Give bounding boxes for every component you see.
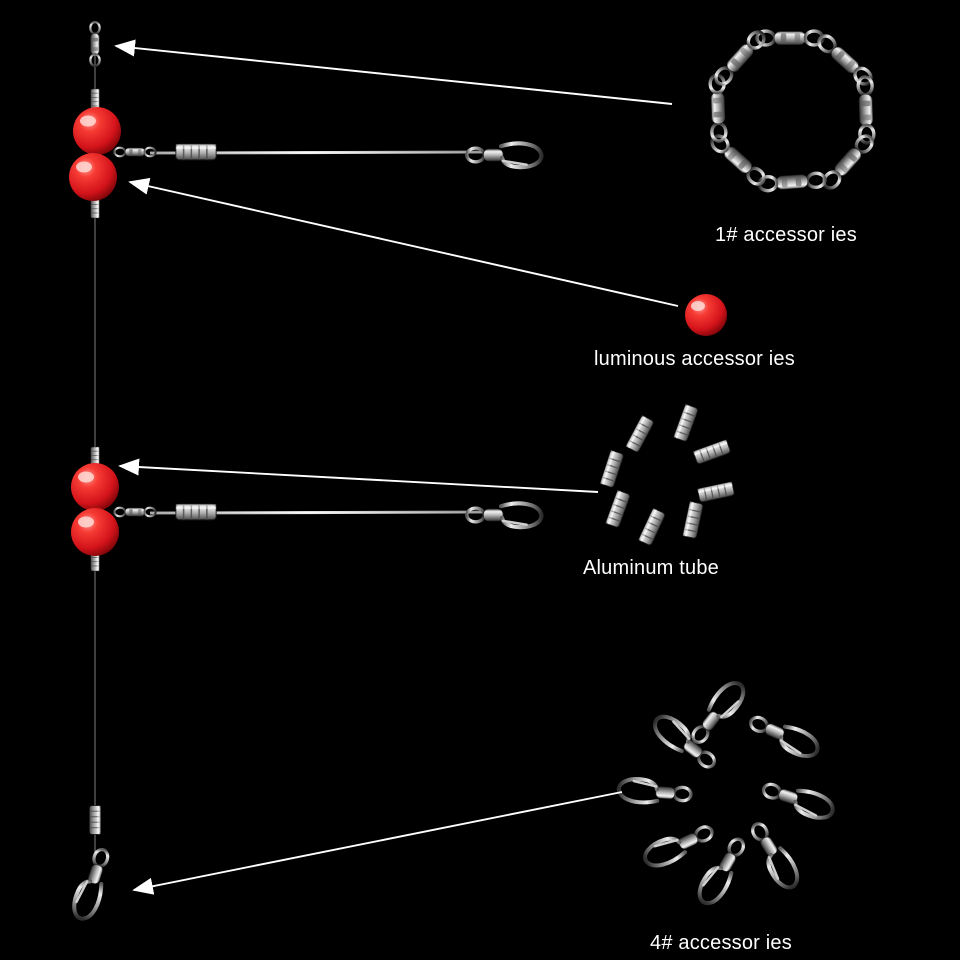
callout-arrow-swivels [116, 46, 672, 104]
callout-arrows [116, 46, 678, 890]
bottom-crimp [90, 806, 101, 835]
luminous-bead [71, 508, 119, 556]
aluminum-tube-on-arm [176, 144, 216, 160]
bottom-snap-clip [70, 846, 114, 922]
aluminum-tube-cluster [600, 404, 734, 546]
lower-arm [114, 503, 541, 527]
luminous-bead [73, 107, 121, 155]
callout-arrow-luminous [130, 182, 678, 306]
swivel-cluster [709, 29, 875, 191]
callout-arrow-aluminum [120, 466, 598, 492]
snap-clip-on-arm [467, 143, 542, 167]
snap-clip-cluster [618, 677, 836, 908]
luminous-bead-sample [685, 294, 727, 336]
label-luminous: luminous accessor ies [594, 348, 795, 370]
aluminum-tube-on-arm [176, 504, 216, 520]
snap-clip-on-arm [467, 503, 542, 527]
label-swivels: 1# accessor ies [715, 224, 857, 246]
label-aluminum-tube: Aluminum tube [583, 557, 719, 579]
label-snaps: 4# accessor ies [650, 932, 792, 954]
upper-arm [114, 143, 541, 167]
callout-arrow-snaps [134, 792, 622, 890]
luminous-bead [69, 153, 117, 201]
luminous-bead [71, 463, 119, 511]
